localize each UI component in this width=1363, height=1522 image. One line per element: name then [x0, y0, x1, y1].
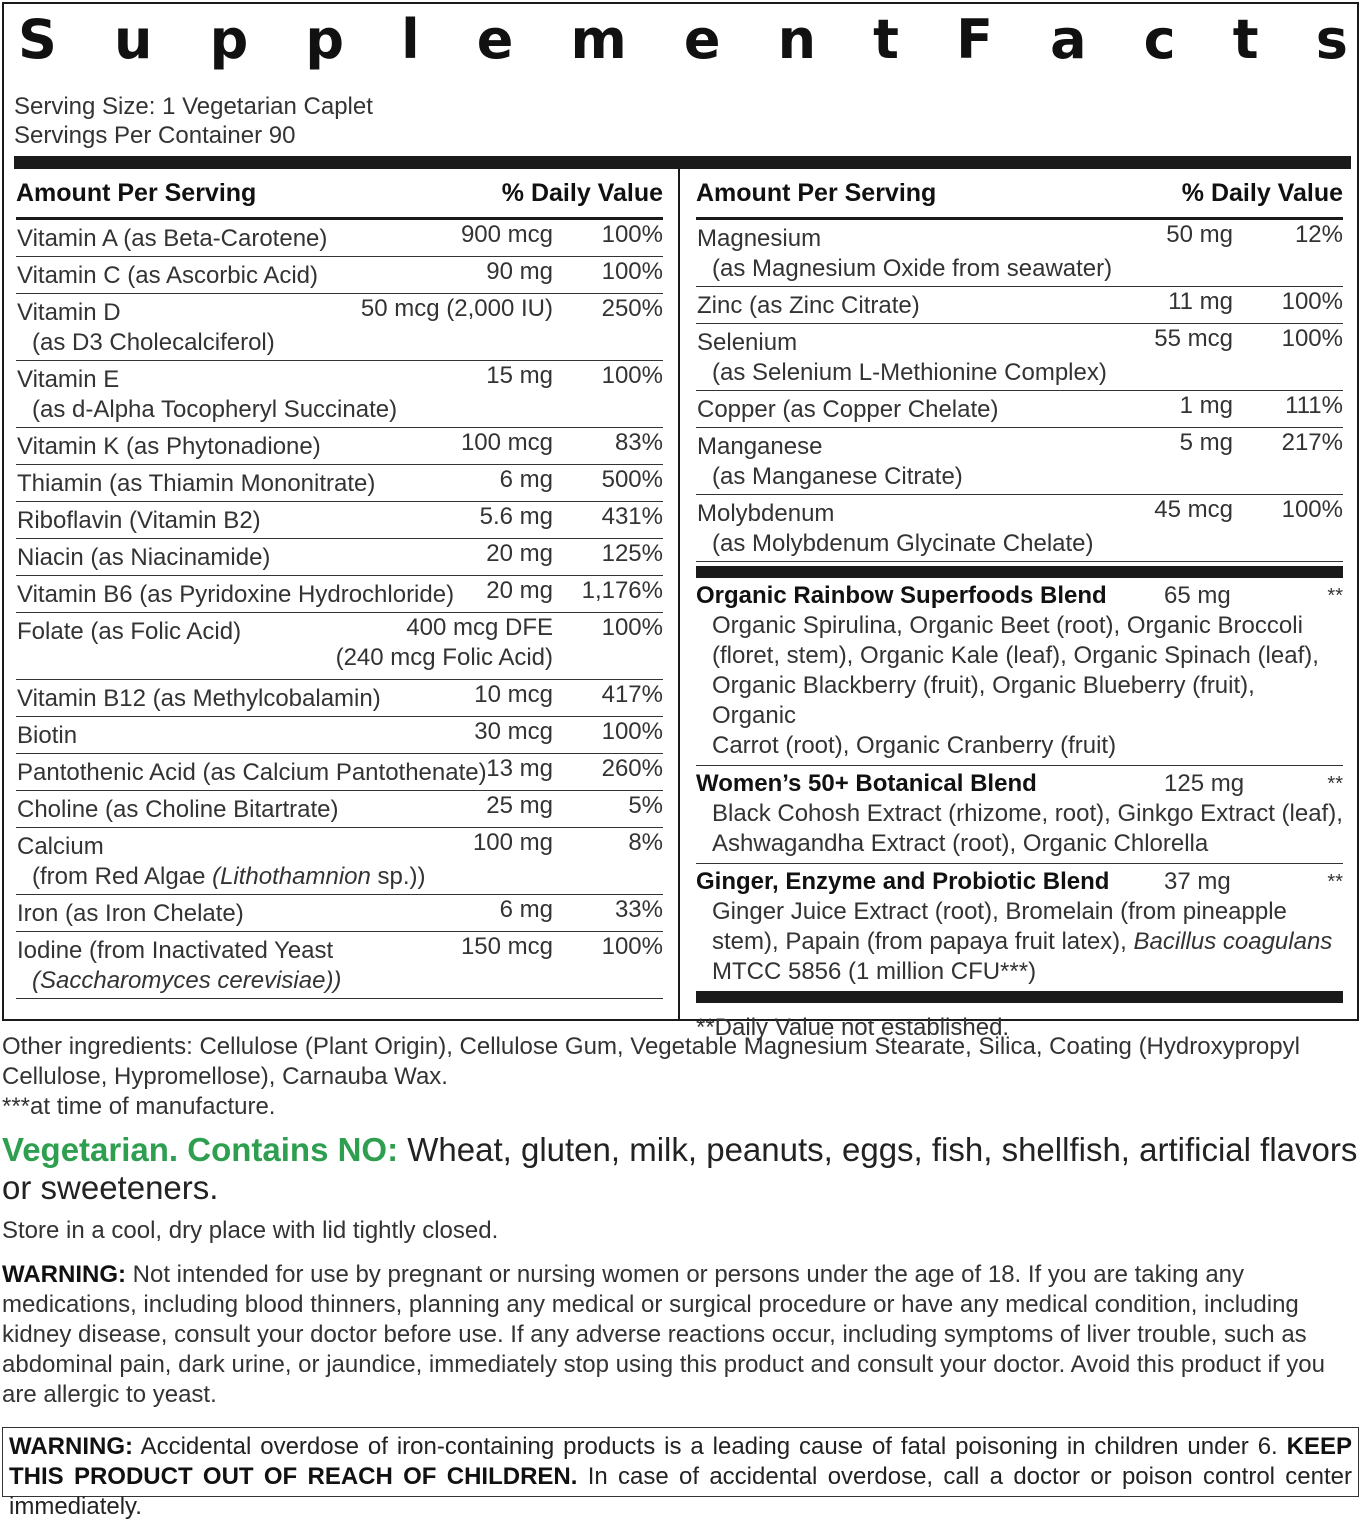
nutrient-amount [500, 465, 553, 495]
title-letter: p [209, 8, 249, 71]
title-letter: t [873, 8, 899, 71]
title-letter: e [476, 8, 514, 71]
nutrient-row [16, 294, 663, 361]
proprietary-blend [696, 864, 1343, 991]
scientific-name: Bacillus coagulans [1133, 928, 1333, 955]
nutrient-dv: 5% [628, 792, 663, 819]
title-letter: m [570, 8, 627, 71]
blend-name: Ginger, Enzyme and Probiotic Blend [696, 868, 1110, 895]
nutrient-amount [461, 932, 553, 962]
nutrient-row [16, 361, 663, 428]
nutrient-name: Iodine (from Inactivated Yeast [17, 937, 334, 964]
nutrient-name: Pantothenic Acid (as Calcium Pantothenate) [17, 759, 487, 786]
nutrient-row [16, 717, 663, 754]
amount-value: 13 mg [486, 755, 553, 782]
nutrient-amount [461, 428, 553, 458]
amount-value: 55 mcg [1154, 325, 1233, 352]
title-letter: t [1232, 8, 1259, 71]
proprietary-blend [696, 578, 1343, 766]
nutrient-dv: 260% [601, 755, 663, 782]
vegetarian-label: Vegetarian. Contains NO: [2, 1131, 399, 1168]
nutrient-row [16, 932, 663, 999]
warning-text-end: In case of accidental overdose, call a doctor or poison control center immediately. [9, 1463, 1353, 1520]
nutrient-name: Selenium [697, 329, 798, 356]
title-letter: u [114, 8, 153, 71]
nutrient-dv: 100% [1281, 288, 1343, 315]
nutrient-source: (as Manganese Citrate) [712, 463, 963, 490]
nutrient-name: Biotin [17, 722, 78, 749]
blend-dv: ** [1327, 773, 1343, 795]
amount-value: 20 mg [486, 577, 553, 604]
nutrient-dv: 100% [1281, 325, 1343, 352]
scientific-name: (Lithothamnion [212, 863, 371, 890]
nutrient-amount [473, 828, 553, 858]
nutrient-source: (as D3 Cholecalciferol) [32, 329, 275, 356]
blend-ingredients: stem), Papain (from papaya fruit latex), Bacillus coagulans [712, 928, 1333, 955]
nutrient-amount [1166, 220, 1233, 250]
blend-amount: 125 mg [1164, 770, 1245, 797]
amount-value: 400 mcg DFE [406, 614, 553, 641]
nutrient-dv: 500% [601, 466, 663, 493]
warning-label: WARNING: [2, 1261, 126, 1288]
nutrient-dv: 217% [1281, 429, 1343, 456]
scientific-name: (Saccharomyces cerevisiae)) [32, 967, 342, 994]
nutrient-dv: 100% [601, 933, 663, 960]
nutrient-dv: 417% [601, 681, 663, 708]
blend-ingredients: Carrot (root), Organic Cranberry (fruit) [712, 732, 1117, 759]
nutrient-row [16, 539, 663, 576]
other-ingredients [2, 1032, 1352, 1122]
nutrient-name: Riboflavin (Vitamin B2) [17, 507, 261, 534]
nutrient-dv: 1,176% [581, 577, 663, 604]
column-divider [678, 169, 680, 1019]
blend-ingredients: MTCC 5856 (1 million CFU***) [712, 958, 1037, 985]
nutrient-source: (as Selenium L-Methionine Complex) [712, 359, 1107, 386]
nutrient-row [696, 287, 1343, 324]
warning-text: Not intended for use by pregnant or nursing women or persons under the age of 18. If you are taking any medications, including blood thinners, planning any medical or surgical procedure or have any medical condition, including kidney disease, consult your doctor before use. If any adverse reactions occur, including symptoms of liver trouble, such as abdominal pain, dark urine, or jaundice, immediately stop using this product and consult your doctor. Avoid this product if you are allergic to yeast. [2, 1261, 1325, 1408]
nutrient-dv: 100% [601, 362, 663, 389]
nutrient-name: Magnesium [697, 225, 822, 252]
amount-value: 10 mcg [474, 681, 553, 708]
nutrient-name: Vitamin C (as Ascorbic Acid) [17, 262, 318, 289]
nutrient-name: Vitamin D [17, 299, 121, 326]
warning-text: Accidental overdose of iron-containing products is a leading cause of fatal poisoning in children under 6. [132, 1433, 1287, 1460]
serving-info [14, 92, 373, 150]
amount-value: 900 mcg [460, 221, 553, 248]
nutrient-row [16, 576, 663, 613]
nutrient-amount [1154, 495, 1233, 525]
nutrient-row [16, 502, 663, 539]
nutrient-dv: 111% [1285, 392, 1343, 419]
keep-away-text: KEEP THIS PRODUCT OUT OF REACH OF CHILDREN. [9, 1433, 1352, 1490]
blend-amount: 37 mg [1164, 868, 1231, 895]
nutrient-amount [474, 680, 553, 710]
panel-title [18, 8, 1348, 72]
nutrient-name: Calcium [17, 833, 104, 860]
right-column-header [696, 169, 1343, 220]
manufacture-note: ***at time of manufacture. [2, 1093, 276, 1120]
amount-value: 15 mg [486, 362, 553, 389]
left-column-header [16, 169, 663, 220]
nutrient-amount [486, 754, 553, 784]
nutrient-name: Vitamin A (as Beta-Carotene) [17, 225, 328, 252]
left-column [16, 169, 663, 999]
nutrient-name: Molybdenum [697, 500, 835, 527]
nutrient-dv: 100% [1281, 496, 1343, 523]
nutrient-amount [336, 613, 553, 673]
storage-instructions: Store in a cool, dry place with lid tightly closed. [2, 1217, 499, 1244]
amount-value: 20 mg [486, 540, 553, 567]
title-letter: F [956, 8, 993, 71]
nutrient-source [16, 966, 663, 996]
nutrient-amount [486, 791, 553, 821]
nutrient-dv: 100% [601, 258, 663, 285]
blend-end-divider [696, 991, 1343, 1003]
right-column [696, 169, 1343, 1043]
nutrient-amount [486, 539, 553, 569]
warning-iron-box [2, 1427, 1359, 1520]
nutrient-name: Vitamin K (as Phytonadione) [17, 433, 321, 460]
amount-value: 6 mg [499, 466, 553, 493]
servings-per-container: Servings Per Container 90 [14, 122, 296, 149]
nutrient-amount [486, 361, 553, 391]
blend-dv: ** [1327, 871, 1343, 893]
nutrient-row [16, 257, 663, 294]
dv-header: % Daily Value [501, 178, 663, 207]
blend-ingredients: Ashwagandha Extract (root), Organic Chlorella [712, 830, 1209, 857]
amount-secondary: (240 mcg Folic Acid) [335, 644, 553, 671]
nutrient-name: Choline (as Choline Bitartrate) [17, 796, 339, 823]
other-ingredients-text: Other ingredients: Cellulose (Plant Origin), Cellulose Gum, Vegetable Magnesium Stearate, Silica, Coating (Hydroxypropyl Cellulose, Hypromellose), Carnauba Wax. [2, 1033, 1300, 1090]
nutrient-source: (as d-Alpha Tocopheryl Succinate) [32, 396, 398, 423]
nutrient-dv: 100% [601, 614, 663, 641]
nutrient-dv: 125% [601, 540, 663, 567]
nutrient-row [696, 324, 1343, 391]
title-letter: p [305, 8, 344, 71]
proprietary-blend [696, 766, 1343, 864]
warning-label: WARNING: [9, 1433, 133, 1460]
header-divider [14, 156, 1351, 169]
blend-name: Women’s 50+ Botanical Blend [696, 770, 1037, 797]
nutrient-name: Folate (as Folic Acid) [17, 618, 242, 645]
nutrient-name: Iron (as Iron Chelate) [17, 900, 244, 927]
nutrient-amount [461, 220, 553, 250]
serving-size: Serving Size: 1 Vegetarian Caplet [14, 93, 373, 120]
vegetarian-text: Wheat, gluten, milk, peanuts, eggs, fish, shellfish, artificial flavors or sweeteners. [2, 1131, 1358, 1206]
nutrient-name: Zinc (as Zinc Citrate) [697, 292, 920, 319]
nutrient-amount [480, 502, 553, 532]
nutrient-row [16, 465, 663, 502]
amount-value: 25 mg [486, 792, 553, 819]
nutrient-row [16, 613, 663, 680]
nutrient-amount [1180, 428, 1233, 458]
amount-value: 90 mg [486, 258, 553, 285]
title-letter: S [18, 8, 57, 71]
dv-header: % Daily Value [1181, 178, 1343, 207]
title-letter: l [401, 8, 420, 71]
title-letter: a [1050, 8, 1087, 71]
title-letter: s [1315, 8, 1348, 71]
nutrient-name: Vitamin B12 (as Methylcobalamin) [17, 685, 381, 712]
nutrient-dv: 100% [601, 718, 663, 745]
nutrient-source: (from Red Algae (Lithothamnion sp.)) [32, 863, 426, 890]
nutrient-row [16, 428, 663, 465]
nutrient-amount [500, 895, 553, 925]
blend-ingredients: Ginger Juice Extract (root), Bromelain (from pineapple [712, 898, 1287, 925]
nutrient-dv: 8% [628, 829, 663, 856]
nutrient-name: Vitamin B6 (as Pyridoxine Hydrochloride) [17, 581, 455, 608]
nutrient-row [696, 220, 1343, 287]
nutrient-row [16, 791, 663, 828]
nutrient-amount [474, 717, 553, 747]
nutrient-source: (as Molybdenum Glycinate Chelate) [712, 530, 1094, 557]
nutrient-amount [1154, 324, 1233, 354]
amount-value: 6 mg [499, 896, 553, 923]
amount-value: 5.6 mg [479, 503, 553, 530]
blend-name: Organic Rainbow Superfoods Blend [696, 582, 1107, 609]
nutrient-name: Thiamin (as Thiamin Mononitrate) [17, 470, 376, 497]
nutrient-name: Manganese [697, 433, 823, 460]
nutrient-dv: 12% [1294, 221, 1343, 248]
nutrient-amount [1168, 287, 1233, 317]
amount-value: 30 mcg [474, 718, 553, 745]
nutrient-name: Niacin (as Niacinamide) [17, 544, 271, 571]
warning-general [2, 1260, 1360, 1410]
nutrient-dv: 83% [614, 429, 663, 456]
nutrient-row [696, 495, 1343, 562]
blend-ingredients: (floret, stem), Organic Kale (leaf), Organic Spinach (leaf), [712, 642, 1319, 669]
amount-value: 11 mg [1168, 288, 1233, 315]
nutrient-amount [486, 257, 553, 287]
amount-value: 45 mcg [1154, 496, 1233, 523]
nutrient-row [16, 828, 663, 895]
blend-divider [696, 566, 1343, 578]
nutrient-name: Vitamin E [17, 366, 120, 393]
blend-ingredients: Organic Spirulina, Organic Beet (root), Organic Broccoli [712, 612, 1303, 639]
nutrient-dv: 431% [601, 503, 663, 530]
amount-value: 100 mcg [460, 429, 553, 456]
blend-amount: 65 mg [1164, 582, 1231, 609]
nutrient-amount [486, 576, 553, 606]
nutrient-dv: 250% [601, 295, 663, 322]
amount-value: 1 mg [1179, 392, 1233, 419]
nutrient-source: (as Magnesium Oxide from seawater) [712, 255, 1113, 282]
nutrient-row [16, 680, 663, 717]
nutrient-name: Copper (as Copper Chelate) [697, 396, 999, 423]
nutrient-dv: 100% [601, 221, 663, 248]
nutrient-row [16, 220, 663, 257]
nutrient-amount [1180, 391, 1233, 421]
blend-dv: ** [1327, 585, 1343, 607]
nutrient-row [16, 895, 663, 932]
dv-note: **Daily Value not established. [696, 1014, 1010, 1041]
amount-header: Amount Per Serving [16, 178, 257, 207]
title-letter: n [777, 8, 817, 71]
amount-value: 5 mg [1179, 429, 1233, 456]
title-letter: c [1143, 8, 1176, 71]
amount-value: 50 mcg (2,000 IU) [360, 295, 553, 322]
nutrient-row [16, 754, 663, 791]
nutrient-row [696, 428, 1343, 495]
vegetarian-statement [2, 1131, 1360, 1207]
amount-value: 50 mg [1166, 221, 1233, 248]
amount-value: 150 mcg [460, 933, 553, 960]
amount-value: 100 mg [472, 829, 553, 856]
nutrient-dv: 33% [614, 896, 663, 923]
amount-header: Amount Per Serving [696, 178, 937, 207]
nutrient-row [696, 391, 1343, 428]
title-letter: e [683, 8, 721, 71]
blend-ingredients: Black Cohosh Extract (rhizome, root), Ginkgo Extract (leaf), [712, 800, 1343, 827]
nutrient-amount [361, 294, 553, 324]
blend-ingredients: Organic Blackberry (fruit), Organic Blueberry (fruit), Organic [712, 672, 1255, 729]
